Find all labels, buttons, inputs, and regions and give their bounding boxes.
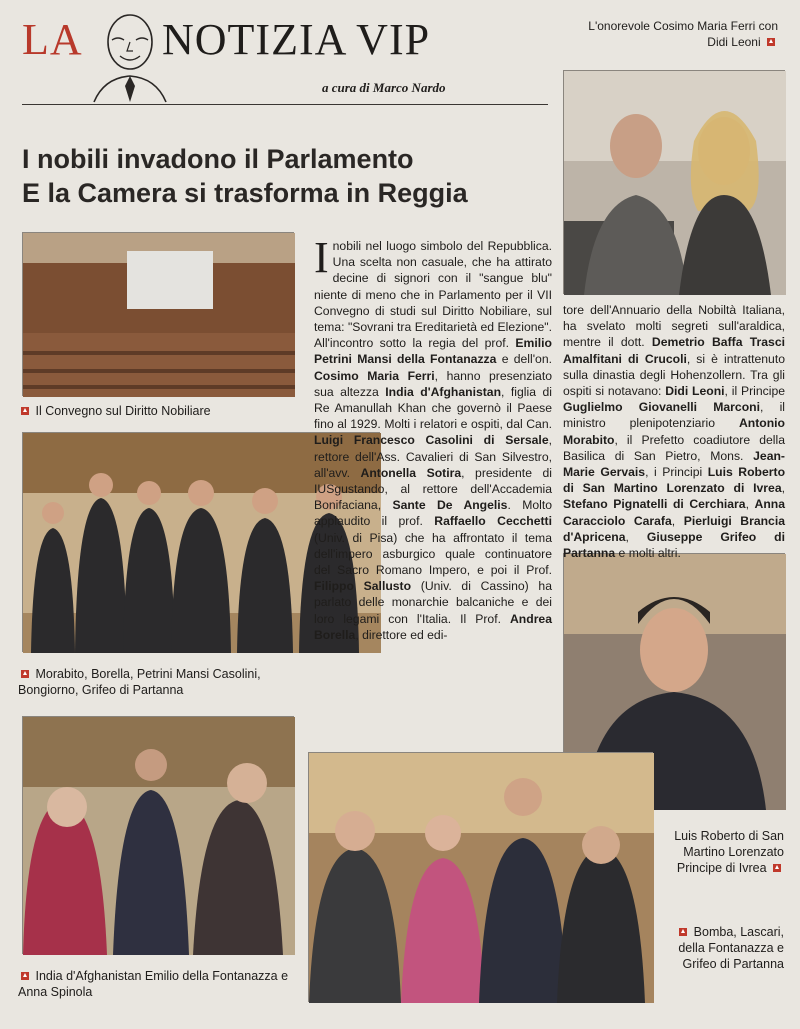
photo-convegno-hall (22, 232, 294, 396)
caption-top-right-text: L'onorevole Cosimo Maria Ferri con Didi Leoni (588, 19, 778, 49)
name-bold: Sante De Angelis (392, 498, 508, 513)
name-bold: Stefano Pignatelli di Cerchiara (563, 497, 746, 512)
text: , rettore dell'Ass. Cavalieri di San Silvestro, all'avv. (314, 433, 552, 480)
photo-india-afghanistan (22, 716, 294, 954)
headline-line-2: E la Camera si trasforma in Reggia (22, 178, 468, 208)
headline (22, 142, 552, 210)
name-bold: Cosimo Maria Ferri (314, 368, 435, 383)
text: , direttore ed edi- (355, 627, 448, 642)
name-bold: Antonella Sotira (360, 465, 462, 480)
name-bold: Anna Caracciolo Carafa (563, 497, 786, 528)
caption-group (18, 666, 318, 698)
article-column-1 (314, 233, 553, 738)
text: , hanno presenziato sua altezza (314, 368, 552, 399)
name-bold: Antonio Morabito (563, 416, 785, 447)
name-bold: Demetrio Baffa Trasci Amalfitani di Crucoli (563, 335, 785, 366)
name-bold: Andrea Borella (314, 611, 552, 642)
caption-marker-icon (773, 864, 781, 872)
text: , il Principe (724, 384, 785, 399)
text: e dell'on. (501, 352, 552, 367)
masthead-rule (22, 104, 548, 105)
caption-group-text: Morabito, Borella, Petrini Mansi Casolini, Bongiorno, Grifeo di Partanna (18, 667, 261, 697)
text: (Univ. di Cassino) ha parlato delle monarchie balcaniche e dei loro legami con l'Italia. Il Prof. (314, 579, 552, 626)
caption-india-text: India d'Afghanistan Emilio della Fontanazza e Anna Spinola (18, 969, 289, 999)
name-bold: Jean-Marie Gervais (563, 448, 785, 480)
caption-top-right (568, 18, 778, 50)
caption-bomba-text: Bomba, Lascari, della Fontanazza e Grifeo di Partanna (678, 925, 784, 971)
text: , presidente di IUSgustando, al rettore dell'Accademia Bonifaciana, (314, 465, 552, 513)
name-bold: Didi Leoni (665, 384, 725, 399)
name-bold: India d'Afghanistan (385, 384, 502, 399)
text: , i Principi (645, 465, 703, 480)
caption-convegno (18, 403, 211, 419)
text: , figlia di Re Amanullah Khan che governò il Paese fino al 1929. Molti i relatori e ospiti, dal Can. (314, 384, 552, 432)
dropcap: I (314, 233, 329, 282)
article-column-2 (563, 302, 786, 561)
photo-ferri-leoni (563, 70, 785, 294)
text: tore dell'Annuario della Nobiltà Italiana, ha svelato molti segreti sull'araldica, mentre il dott. (563, 303, 785, 350)
name-bold: Luigi Francesco Casolini di Sersale (314, 433, 549, 448)
text: . Molto applaudito il prof. (314, 498, 553, 529)
text: nobili nel luogo simbolo del Repubblica. Una scelta non casuale, che ha attirato decine di signori con il "sangue blu" niente di meno che in Parlamento per il VII Convegno di studi sul Diritto Nobiliare, sul tema: "Sovrani tra Ereditarietà ed Elezione". All'incontro sotto la regia del prof. (314, 239, 552, 351)
headline-line-1: I nobili invadono il Parlamento (22, 144, 414, 174)
name-bold: Raffaello Cecchetti (434, 514, 552, 529)
name-bold: Giuseppe Grifeo di Partanna (563, 529, 785, 561)
caption-luis-text: Luis Roberto di San Martino Lorenzato Principe di Ivrea (674, 829, 784, 875)
text: , (671, 513, 676, 528)
name-bold: Emilio Petrini Mansi della Fontanazza (314, 336, 552, 367)
caricature-logo (90, 6, 170, 102)
text: , il ministro plenipotenziario (563, 400, 785, 431)
caption-bomba (664, 924, 784, 972)
caption-india (18, 968, 298, 1000)
masthead-title: NOTIZIA VIP (162, 15, 431, 64)
text: , (781, 481, 785, 496)
caption-convegno-text: Il Convegno sul Diritto Nobiliare (35, 404, 211, 418)
photo-bomba-lascari (308, 752, 653, 1002)
masthead-la: LA (22, 15, 83, 64)
text: , (625, 529, 629, 544)
text: , il Prefetto coadiutore della Basilica di San Pietro, Mons. (563, 432, 785, 463)
caption-marker-icon (21, 407, 29, 415)
name-bold: Luis Roberto di San Martino Lorenzato di Ivrea (563, 465, 786, 496)
curator-credit: a cura di Marco Nardo (322, 80, 446, 95)
caption-marker-icon (767, 38, 775, 46)
caption-luis (660, 828, 784, 876)
caption-marker-icon (21, 972, 29, 980)
text: e molti altri. (618, 546, 681, 561)
name-bold: Pierluigi Brancia d'Apricena (563, 513, 785, 544)
caption-marker-icon (21, 670, 29, 678)
text: (Univ. di Pisa) che ha affrontato il tema dell'impero asburgico quale continuatore del Sacro Romano Impero, e poi il Prof. (314, 530, 552, 578)
text: , (745, 497, 749, 512)
text: , si è intrattenuto sulla dinastia degli Hohenzollern. Tra gli ospiti si notavano: (563, 351, 785, 399)
name-bold: Filippo Sallusto (314, 579, 412, 594)
caption-marker-icon (679, 928, 687, 936)
name-bold: Guglielmo Giovanelli Marconi (563, 400, 760, 415)
